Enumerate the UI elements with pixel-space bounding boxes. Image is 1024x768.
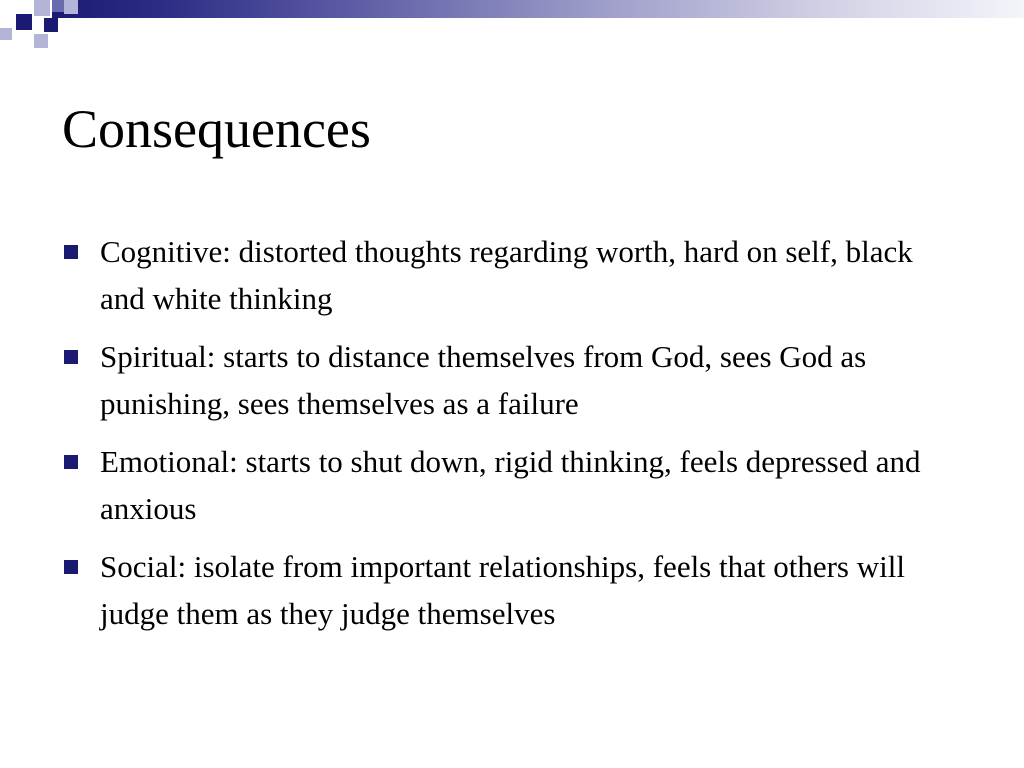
decorative-square [34,34,48,48]
decorative-square [64,0,78,14]
bullet-item-spiritual [62,333,962,427]
decorative-square [34,0,50,16]
slide-title: Consequences [62,99,371,159]
bullet-item-cognitive [62,228,962,322]
header-decoration [0,0,1024,64]
bullet-text: Spiritual: starts to distance themselves from God, sees God as punishing, sees themselves as a failure [100,339,867,421]
decorative-square [44,18,58,32]
bullet-item-emotional [62,438,962,532]
bullet-text: Cognitive: distorted thoughts regarding worth, hard on self, black and white thinking [100,234,913,316]
decorative-square [16,14,32,30]
bullet-item-social [62,543,962,637]
square-bullet-icon [64,560,78,574]
decorative-square [52,0,64,12]
bullet-text: Social: isolate from important relationships, feels that others will judge them as they judge themselves [100,549,905,631]
bullet-list [62,228,962,648]
square-bullet-icon [64,350,78,364]
square-bullet-icon [64,455,78,469]
bullet-text: Emotional: starts to shut down, rigid thinking, feels depressed and anxious [100,444,921,526]
gradient-header-bar [52,0,1024,18]
decorative-square [0,28,12,40]
square-bullet-icon [64,245,78,259]
